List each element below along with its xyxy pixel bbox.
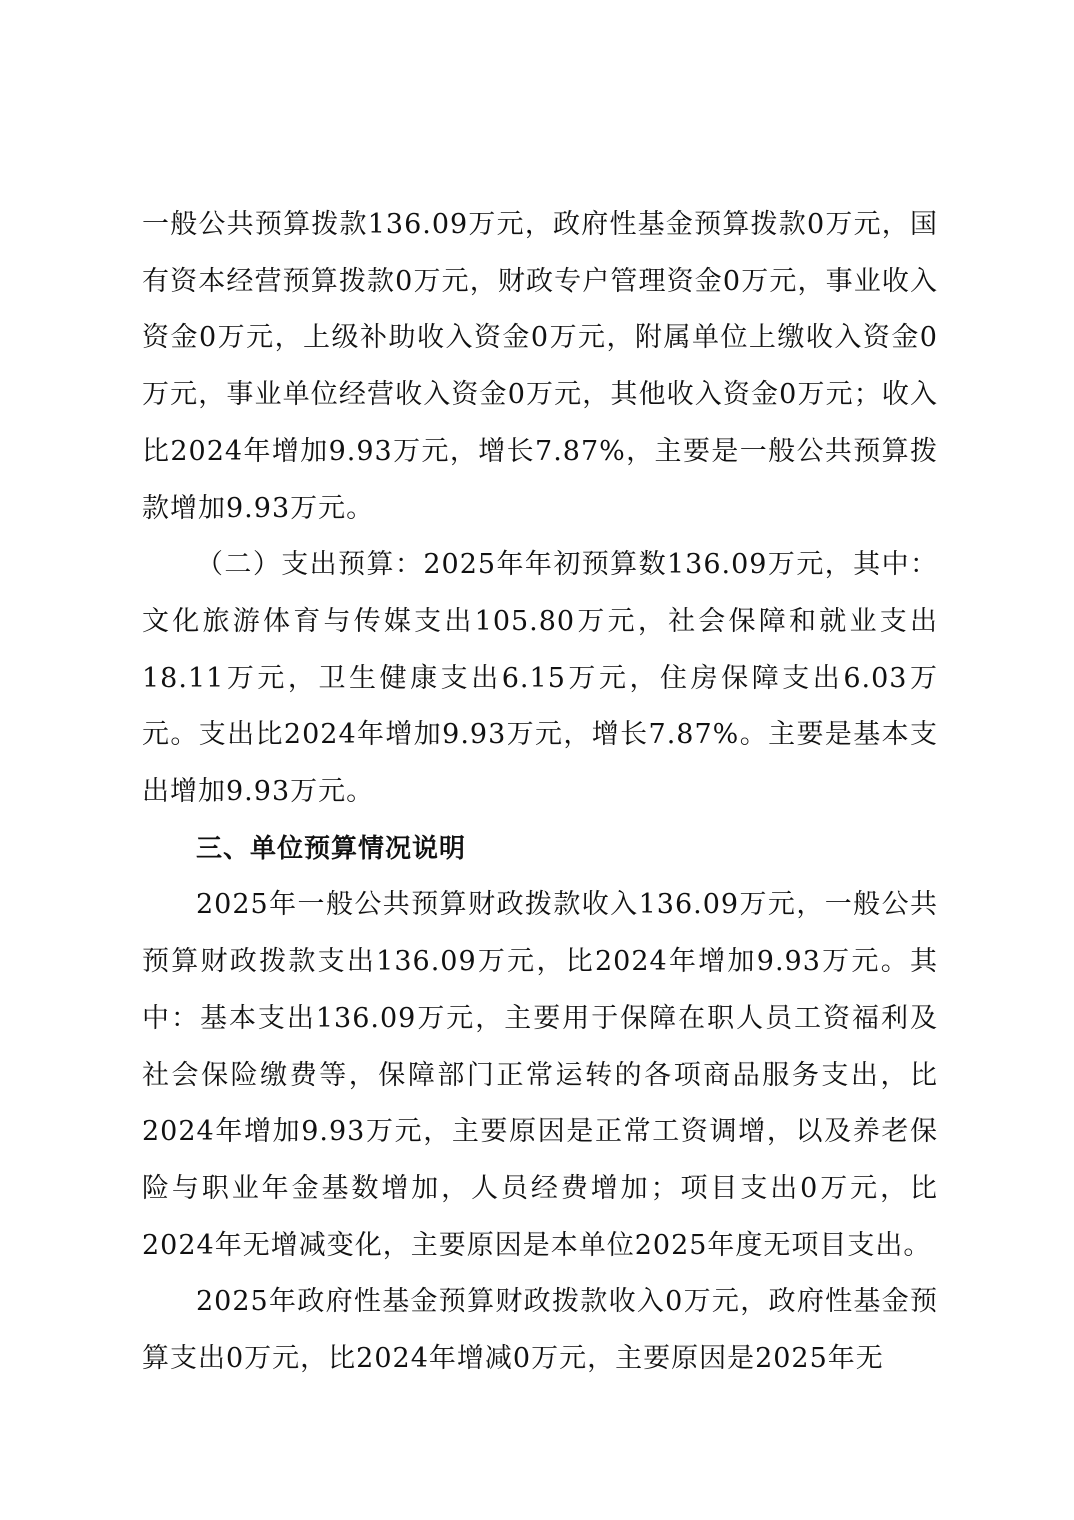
government-fund-paragraph: 2025年政府性基金预算财政拨款收入0万元，政府性基金预算支出0万元，比2024年增减0万元，主要原因是2025年无: [142, 1286, 938, 1375]
section-heading: 三、单位预算情况说明: [196, 833, 467, 864]
income-detail-paragraph: 一般公共预算拨款136.09万元，政府性基金预算拨款0万元，国有资本经营预算拨款0万元，财政专户管理资金0万元，事业收入资金0万元，上级补助收入资金0万元，附属单位上缴收入资金0万元，事业单位经营收入资金0万元，其他收入资金0万元；收入比2024年增加9.93万元，增长7.87%，主要是一般公共预算拨款增加9.93万元。: [142, 209, 938, 524]
document-page: [142, 197, 938, 1388]
expenditure-budget-paragraph: （二）支出预算：2025年年初预算数136.09万元，其中：文化旅游体育与传媒支出105.80万元，社会保障和就业支出18.11万元，卫生健康支出6.15万元，住房保障支出6.03万元。支出比2024年增加9.93万元，增长7.87%。主要是基本支出增加9.93万元。: [142, 549, 938, 808]
general-budget-paragraph: 2025年一般公共预算财政拨款收入136.09万元，一般公共预算财政拨款支出136.09万元，比2024年增加9.93万元。其中：基本支出136.09万元，主要用于保障在职人员工资福利及社会保险缴费等，保障部门正常运转的各项商品服务支出，比2024年增加9.93万元，主要原因是正常工资调增，以及养老保险与职业年金基数增加，人员经费增加；项目支出0万元，比2024年无增减变化，主要原因是本单位2025年度无项目支出。: [142, 889, 938, 1261]
